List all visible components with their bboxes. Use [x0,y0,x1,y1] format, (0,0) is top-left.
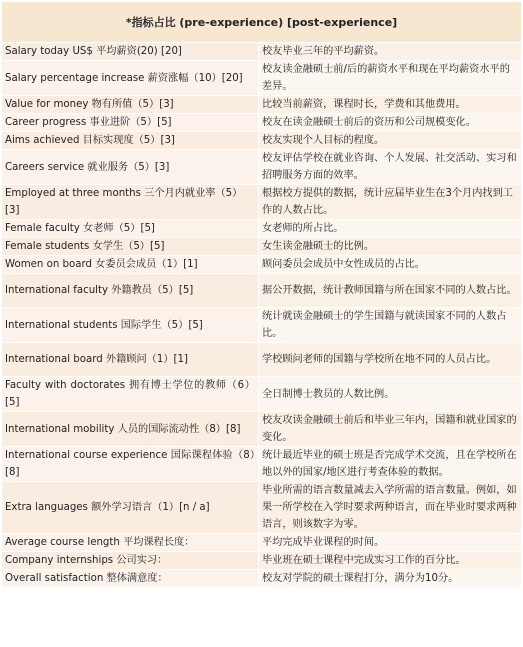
table-body [2,43,522,588]
table-row [2,150,522,185]
indicator-cell: Salary today US$ 平均薪资(20) [20] [2,43,259,61]
description-cell: 毕业班在硕士课程中完成实习工作的百分比。 [259,552,522,570]
description-cell: 统计就读金融硕士的学生国籍与就读国家不同的人数占比。 [259,308,522,343]
description-cell: 女老师的所占比。 [259,220,522,238]
table-row [2,185,522,220]
indicator-cell: Overall satisfaction 整体满意度： [2,570,259,588]
table-row [2,534,522,552]
table-row [2,412,522,447]
table-row [2,308,522,343]
indicator-cell: International mobility 人员的国际流动性（8）[8] [2,412,259,447]
description-cell: 比较当前薪资，课程时长，学费和其他费用。 [259,96,522,114]
description-cell: 校友评估学校在就业咨询、个人发展、社交活动、实习和招聘服务方面的效率。 [259,150,522,185]
description-cell: 据公开数据，统计教师国籍与所在国家不同的人数占比。 [259,274,522,308]
indicator-cell: Value for money 物有所值（5）[3] [2,96,259,114]
indicator-cell: Average course length 平均课程长度： [2,534,259,552]
table-row [2,256,522,274]
indicator-cell: International board 外籍顾问（1）[1] [2,343,259,377]
indicator-cell: International faculty 外籍教员（5）[5] [2,274,259,308]
description-cell: 校友在读金融硕士前后的资历和公司规模变化。 [259,114,522,132]
indicator-cell: Female students 女学生（5）[5] [2,238,259,256]
indicator-cell: Faculty with doctorates 拥有博士学位的教师（6）[5] [2,377,259,412]
table-row [2,274,522,308]
table-row [2,114,522,132]
description-cell: 校友读金融硕士前/后的薪资水平和现在平均薪资水平的差异。 [259,61,522,96]
description-cell: 校友毕业三年的平均薪资。 [259,43,522,61]
description-cell: 全日制博士教员的人数比例。 [259,377,522,412]
indicator-cell: Company internships 公司实习： [2,552,259,570]
table-row [2,552,522,570]
description-cell: 顾问委员会成员中女性成员的占比。 [259,256,522,274]
table-row [2,132,522,150]
ranking-criteria-table [1,1,522,588]
table-row [2,343,522,377]
indicator-cell: Aims achieved 目标实现度（5）[3] [2,132,259,150]
description-cell: 校友实现个人目标的程度。 [259,132,522,150]
table-row [2,96,522,114]
description-cell: 校友对学院的硕士课程打分，满分为10分。 [259,570,522,588]
indicator-cell: Female faculty 女老师（5）[5] [2,220,259,238]
table-row [2,482,522,534]
indicator-cell: Careers service 就业服务（5）[3] [2,150,259,185]
indicator-cell: International students 国际学生（5）[5] [2,308,259,343]
indicator-cell: Extra languages 额外学习语言（1）[n / a] [2,482,259,534]
table-header: *指标占比 (pre-experience) [post-experience] [2,2,522,43]
indicator-cell: Employed at three months 三个月内就业率（5）[3] [2,185,259,220]
indicator-cell: Career progress 事业进阶（5）[5] [2,114,259,132]
indicator-cell: International course experience 国际课程体验（8）[8] [2,447,259,482]
table-row [2,570,522,588]
description-cell: 毕业所需的语言数量减去入学所需的语言数量。例如，如果一所学校在入学时要求两种语言，而在毕业时要求两种语言，则该数字为零。 [259,482,522,534]
table-row [2,43,522,61]
table-row [2,447,522,482]
description-cell: 校友攻读金融硕士前后和毕业三年内，国籍和就业国家的变化。 [259,412,522,447]
description-cell: 学校顾问老师的国籍与学校所在地不同的人员占比。 [259,343,522,377]
indicator-cell: Women on board 女委员会成员（1）[1] [2,256,259,274]
description-cell: 根据校方提供的数据，统计应届毕业生在3个月内找到工作的人数占比。 [259,185,522,220]
table-row [2,377,522,412]
table-row [2,220,522,238]
description-cell: 平均完成毕业课程的时间。 [259,534,522,552]
indicator-cell: Salary percentage increase 薪资涨幅（10）[20] [2,61,259,96]
table-row [2,61,522,96]
ranking-criteria-table-wrapper [1,1,521,588]
description-cell: 女生读金融硕士的比例。 [259,238,522,256]
table-row [2,238,522,256]
description-cell: 统计最近毕业的硕士班是否完成学术交流，且在学校所在地以外的国家/地区进行考查体验的数据。 [259,447,522,482]
table-header-row [2,2,522,43]
